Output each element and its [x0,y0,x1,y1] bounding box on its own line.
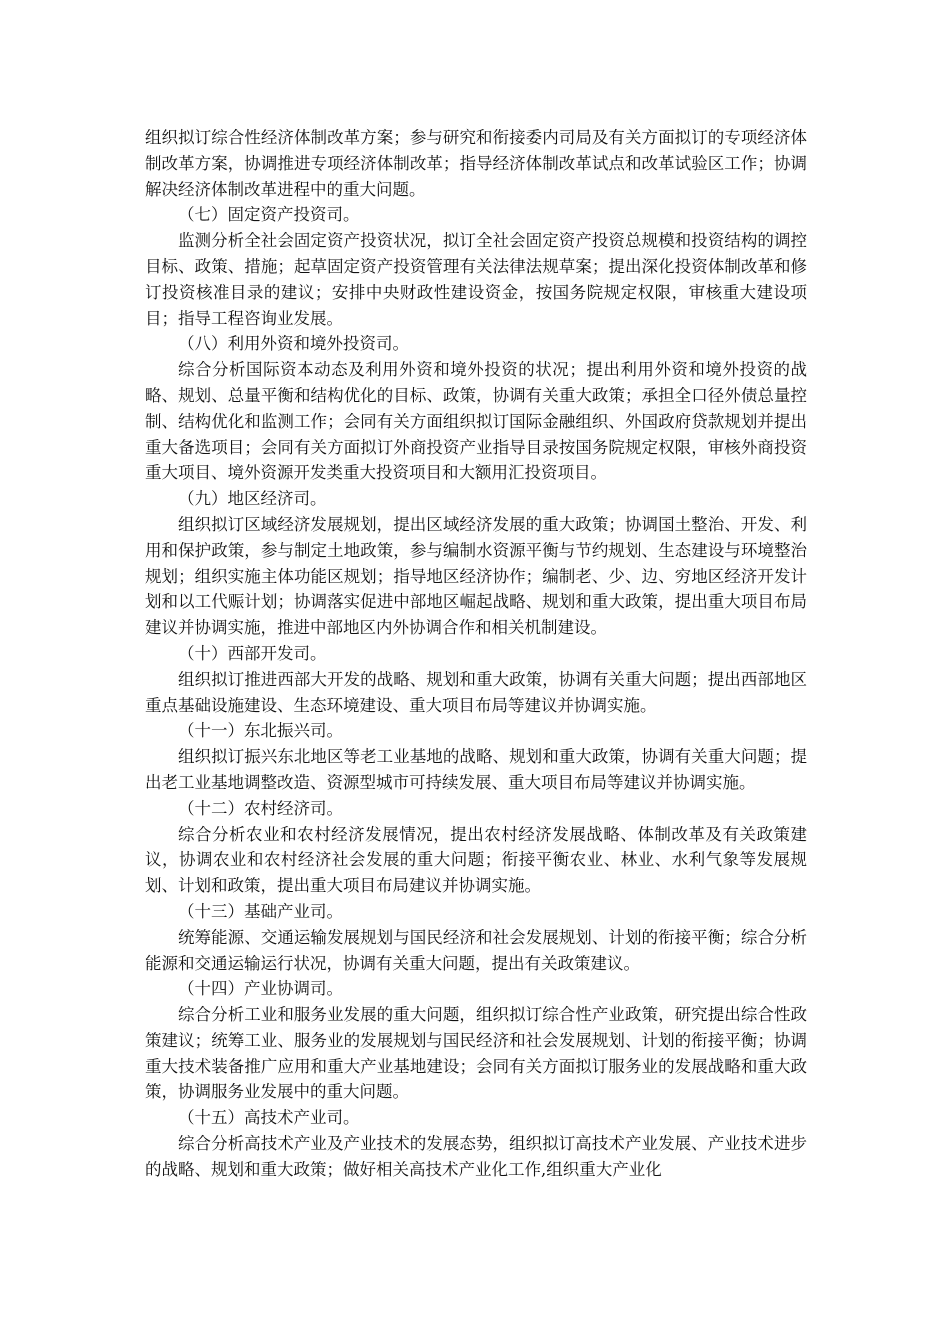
section-heading-northeast-revitalization: （十一）东北振兴司。 [178,721,343,741]
section-heading-regional-economy: （九）地区经济司。 [178,489,327,509]
paragraph-regional-economy: 组织拟订区域经济发展规划，提出区域经济发展的重大政策；协调国土整治、开发、利用和保护政策，参与制定土地政策，参与编制水资源平衡与节约规划、生态建设与环境整治规划；组织实施主体功能区规划；指导地区经济协作；编制老、少、边、穷地区经济开发计划和以工代赈计划；协调落实促进中部地区崛起战略、规划和重大政策，提出重大项目布局建议并协调实施，推进中部地区内外协调合作和相关机制建设。 [145,514,807,638]
section-heading-foreign-investment: （八）利用外资和境外投资司。 [178,334,409,354]
section-heading-rural-economy: （十二）农村经济司。 [178,798,343,818]
paragraph-foreign-investment: 综合分析国际资本动态及利用外资和境外投资的状况；提出利用外资和境外投资的战略、规划、总量平衡和结构优化的目标、政策，协调有关重大政策；承担全口径外债总量控制、结构优化和监测工作；会同有关方面组织拟订国际金融组织、外国政府贷款规划并提出重大备选项目；会同有关方面拟订外商投资产业指导目录按国务院规定权限，审核外商投资重大项目、境外资源开发类重大投资项目和大额用汇投资项目。 [145,360,807,483]
section-heading-basic-industry: （十三）基础产业司。 [178,901,343,921]
paragraph-fixed-asset-investment: 监测分析全社会固定资产投资状况，拟订全社会固定资产投资总规模和投资结构的调控目标、政策、措施；起草固定资产投资管理有关法律法规草案；提出深化投资体制改革和修订投资核准目录的建议；安排中央财政性建设资金，按国务院规定权限，审核重大建设项目；指导工程咨询业发展。 [145,231,807,328]
paragraph-rural-economy: 综合分析农业和农村经济发展情况，提出农村经济发展战略、体制改革及有关政策建议，协调农业和农村经济社会发展的重大问题；衔接平衡农业、林业、水利气象等发展规划、计划和政策，提出重大项目布局建议并协调实施。 [145,824,807,896]
paragraph-continued: 组织拟订综合性经济体制改革方案；参与研究和衔接委内司局及有关方面拟订的专项经济体制改革方案，协调推进专项经济体制改革；指导经济体制改革试点和改革试验区工作；协调解决经济体制改革进程中的重大问题。 [145,128,807,199]
section-heading-industry-coordination: （十四）产业协调司。 [178,979,343,999]
paragraph-industry-coordination: 综合分析工业和服务业发展的重大问题，组织拟订综合性产业政策，研究提出综合性政策建议；统筹工业、服务业的发展规划与国民经济和社会发展规划、计划的衔接平衡；协调重大技术装备推广应用和重大产业基地建设；会同有关方面拟订服务业的发展战略和重大政策，协调服务业发展中的重大问题。 [145,1005,807,1102]
paragraph-western-development: 组织拟订推进西部大开发的战略、规划和重大政策，协调有关重大问题；提出西部地区重点基础设施建设、生态环境建设、重大项目布局等建议并协调实施。 [145,669,807,715]
paragraph-high-tech-industry: 综合分析高技术产业及产业技术的发展态势，组织拟订高技术产业发展、产业技术进步的战略、规划和重大政策；做好相关高技术产业化工作,组织重大产业化 [145,1134,807,1179]
section-heading-high-tech-industry: （十五）高技术产业司。 [178,1108,360,1128]
document-page [145,125,807,1183]
paragraph-northeast-revitalization: 组织拟订振兴东北地区等老工业基地的战略、规划和重大政策，协调有关重大问题；提出老工业基地调整改造、资源型城市可持续发展、重大项目布局等建议并协调实施。 [145,747,807,792]
section-heading-fixed-asset-investment: （七）固定资产投资司。 [178,205,360,225]
paragraph-basic-industry: 统筹能源、交通运输发展规划与国民经济和社会发展规划、计划的衔接平衡；综合分析能源和交通运输运行状况，协调有关重大问题，提出有关政策建议。 [145,927,807,973]
section-heading-western-development: （十）西部开发司。 [178,643,327,663]
